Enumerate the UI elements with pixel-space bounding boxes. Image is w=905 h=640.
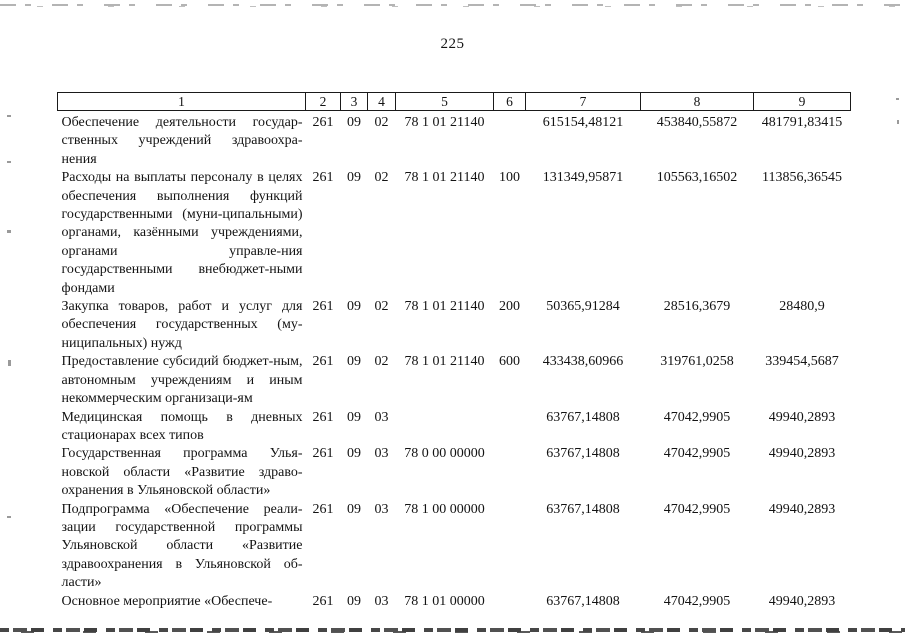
cell-amount-1: 50365,91284 [546, 299, 620, 315]
cell-amount-1: 63767,14808 [546, 501, 620, 517]
scan-artifact-mark [7, 516, 11, 518]
cell-section-code: 09 [347, 501, 361, 517]
table-row [58, 353, 851, 408]
cell-expense-type: 200 [499, 299, 520, 315]
table-row [58, 409, 851, 446]
cell-subsection-code: 02 [374, 115, 389, 130]
cell-grbs-code: 261 [312, 446, 334, 462]
scan-artifact-mark [7, 115, 11, 117]
cell-grbs-code: 261 [312, 354, 334, 370]
cell-subsection-code: 02 [374, 170, 389, 186]
cell-grbs-code: 261 [312, 299, 334, 315]
cell-expense-type [494, 593, 526, 611]
header-col-8: 8 [641, 93, 754, 111]
cell-amount-3: 49940,2893 [768, 446, 836, 462]
cell-amount-3: 339454,5687 [765, 354, 839, 370]
cell-subsection-code: 03 [374, 501, 389, 517]
cell-target-article: 78 1 01 21140 [404, 115, 485, 130]
cell-section-code: 09 [347, 115, 361, 130]
header-col-6: 6 [494, 93, 526, 111]
cell-amount-2: 47042,9905 [663, 446, 731, 462]
cell-target-article: 78 0 00 00000 [404, 446, 485, 462]
table-row [58, 501, 851, 593]
cell-name: Закупка товаров, работ и услуг для обеспечения государственных (му-ниципальных) нужд [61, 299, 303, 351]
cell-expense-type [494, 445, 526, 500]
cell-target-article [396, 409, 494, 446]
cell-section-code: 09 [347, 593, 361, 609]
cell-amount-3: 49940,2893 [768, 409, 836, 425]
cell-target-article: 78 1 01 21140 [404, 299, 485, 315]
cell-amount-2: 105563,16502 [656, 170, 738, 186]
header-col-4: 4 [368, 93, 396, 111]
cell-amount-2: 47042,9905 [663, 593, 731, 609]
cell-subsection-code: 03 [374, 409, 389, 425]
cell-amount-3: 481791,83415 [761, 115, 843, 130]
cell-amount-1: 615154,48121 [542, 115, 624, 130]
scan-artifact-mark [896, 98, 899, 100]
header-col-9: 9 [754, 93, 851, 111]
cell-amount-2: 453840,55872 [656, 115, 738, 130]
cell-grbs-code: 261 [312, 409, 334, 425]
cell-name: Основное мероприятие «Обеспече- [61, 593, 273, 609]
table-row [58, 445, 851, 500]
header-col-1: 1 [58, 93, 306, 111]
cell-grbs-code: 261 [312, 115, 334, 130]
cell-amount-1: 131349,95871 [542, 170, 624, 186]
cell-section-code: 09 [347, 170, 361, 186]
header-col-3: 3 [341, 93, 368, 111]
cell-subsection-code: 02 [374, 299, 389, 315]
cell-section-code: 09 [347, 409, 361, 425]
table-row [58, 111, 851, 170]
header-col-7: 7 [526, 93, 641, 111]
table-row [58, 169, 851, 298]
cell-amount-3: 49940,2893 [768, 593, 836, 609]
cell-section-code: 09 [347, 354, 361, 370]
cell-target-article: 78 1 01 21140 [404, 354, 485, 370]
scan-artifact-top-line [0, 4, 905, 7]
cell-name: Медицинская помощь в дневных стационарах всех типов [61, 409, 303, 443]
cell-expense-type: 100 [499, 170, 520, 186]
cell-amount-1: 433438,60966 [542, 354, 624, 370]
cell-section-code: 09 [347, 299, 361, 315]
cell-grbs-code: 261 [312, 170, 334, 186]
cell-target-article: 78 1 01 00000 [404, 593, 485, 609]
cell-amount-2: 28516,3679 [663, 299, 731, 315]
cell-expense-type: 600 [499, 354, 520, 370]
scan-artifact-mark [7, 230, 11, 233]
cell-amount-1: 63767,14808 [546, 409, 620, 425]
cell-subsection-code: 02 [374, 354, 389, 370]
scan-artifact-mark [8, 360, 11, 366]
header-col-2: 2 [306, 93, 341, 111]
cell-name: Государственная программа Улья-новской области «Развитие здраво-охранения в Ульяновской области» [61, 446, 303, 499]
cell-expense-type [494, 409, 526, 446]
cell-expense-type [494, 111, 526, 170]
cell-target-article: 78 1 01 21140 [404, 170, 485, 186]
table-header-row [58, 93, 851, 111]
cell-amount-2: 47042,9905 [663, 501, 731, 517]
header-col-5: 5 [396, 93, 494, 111]
cell-section-code: 09 [347, 446, 361, 462]
cell-name: Подпрограмма «Обеспечение реали-зации государственной программы Ульяновской области «Развитие здравоохранения в Ульяновской об-ласти» [61, 501, 303, 591]
cell-name: Обеспечение деятельности государ-ственных учреждений здравоохра-нения [61, 115, 303, 167]
cell-amount-3: 28480,9 [779, 299, 825, 315]
cell-subsection-code: 03 [374, 593, 389, 609]
cell-name: Расходы на выплаты персоналу в целях обеспечения выполнения функций государственными (муни-ципальными) органами, казёнными учреждениями, органами управле-ния государственными внебюджет-ными фондами [61, 170, 303, 296]
cell-expense-type [494, 501, 526, 593]
scan-artifact-mark [7, 161, 11, 163]
cell-amount-3: 49940,2893 [768, 501, 836, 517]
cell-amount-1: 63767,14808 [546, 446, 620, 462]
cell-grbs-code: 261 [312, 501, 334, 517]
cell-amount-1: 63767,14808 [546, 593, 620, 609]
cell-amount-2: 47042,9905 [663, 409, 731, 425]
page-number: 225 [440, 36, 465, 52]
scan-artifact-mark [897, 120, 899, 124]
scan-artifact-bottom-band [0, 627, 905, 633]
cell-amount-2: 319761,0258 [660, 354, 734, 370]
table-row [58, 593, 851, 611]
cell-grbs-code: 261 [312, 593, 334, 609]
cell-name: Предоставление субсидий бюджет-ным, автономным учреждениям и иным некоммерческим организаци-ям [61, 354, 303, 407]
cell-amount-3: 113856,36545 [762, 170, 842, 186]
table-row [58, 298, 851, 353]
cell-subsection-code: 03 [374, 446, 389, 462]
budget-table [57, 92, 851, 611]
cell-target-article: 78 1 00 00000 [404, 501, 485, 517]
